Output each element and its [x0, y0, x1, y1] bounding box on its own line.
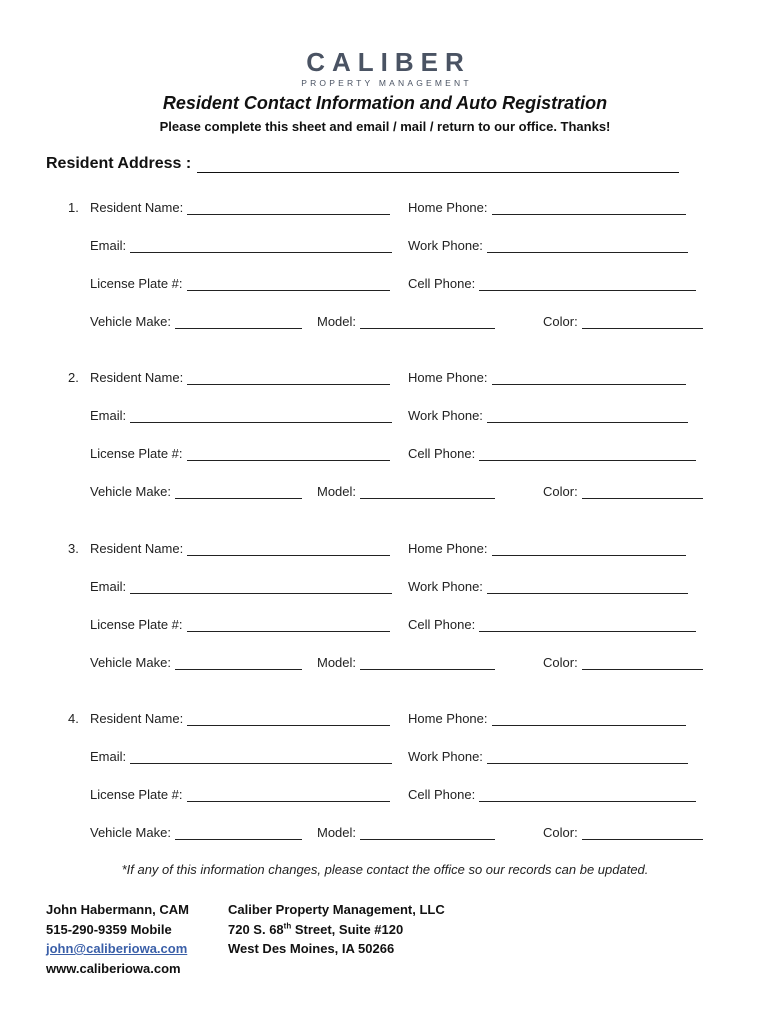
home-phone-row — [408, 200, 686, 215]
license-plate-row — [90, 787, 390, 802]
form-title: Resident Contact Information and Auto Registration — [162, 93, 608, 113]
resident-name-field[interactable] — [187, 712, 390, 726]
resident-name-row — [90, 200, 390, 215]
email-row — [90, 408, 392, 423]
email-label: Email: — [90, 238, 127, 253]
color-row — [543, 825, 703, 840]
work-phone-label: Work Phone: — [408, 579, 483, 594]
license-plate-label: License Plate #: — [90, 617, 183, 632]
caliber-logo — [0, 48, 770, 88]
work-phone-row — [408, 749, 688, 764]
resident-name-label: Resident Name: — [90, 541, 184, 556]
color-row — [543, 484, 703, 499]
company-name: Caliber Property Management, LLC — [228, 902, 445, 917]
cell-phone-label: Cell Phone: — [408, 276, 476, 291]
home-phone-label: Home Phone: — [408, 711, 488, 726]
model-row — [317, 484, 495, 499]
model-label: Model: — [317, 314, 357, 329]
home-phone-label: Home Phone: — [408, 200, 488, 215]
email-field[interactable] — [130, 580, 392, 594]
license-plate-row — [90, 276, 390, 291]
color-label: Color: — [543, 655, 578, 670]
resident-number: 4. — [68, 711, 79, 726]
email-label: Email: — [90, 579, 127, 594]
color-row — [543, 314, 703, 329]
model-row — [317, 825, 495, 840]
resident-address-row — [46, 155, 679, 173]
resident-name-label: Resident Name: — [90, 370, 184, 385]
license-plate-label: License Plate #: — [90, 276, 183, 291]
home-phone-label: Home Phone: — [408, 370, 488, 385]
resident-name-field[interactable] — [187, 201, 390, 215]
home-phone-row — [408, 541, 686, 556]
license-plate-field[interactable] — [187, 277, 390, 291]
cell-phone-field[interactable] — [479, 277, 696, 291]
email-row — [90, 749, 392, 764]
contact-website[interactable]: www.caliberiowa.com — [46, 960, 181, 976]
license-plate-field[interactable] — [187, 618, 390, 632]
home-phone-field[interactable] — [492, 371, 686, 385]
cell-phone-row — [408, 617, 696, 632]
work-phone-label: Work Phone: — [408, 238, 483, 253]
cell-phone-label: Cell Phone: — [408, 617, 476, 632]
license-plate-label: License Plate #: — [90, 787, 183, 802]
cell-phone-row — [408, 446, 696, 461]
model-row — [317, 655, 495, 670]
model-field[interactable] — [360, 826, 495, 840]
cell-phone-field[interactable] — [479, 788, 696, 802]
model-field[interactable] — [360, 315, 495, 329]
home-phone-field[interactable] — [492, 542, 686, 556]
cell-phone-field[interactable] — [479, 447, 696, 461]
vehicle-make-field[interactable] — [175, 656, 302, 670]
work-phone-field[interactable] — [487, 239, 688, 253]
company-city: West Des Moines, IA 50266 — [228, 941, 395, 956]
street-name: Street, Suite #120 — [291, 921, 404, 937]
vehicle-make-label: Vehicle Make: — [90, 655, 171, 670]
model-label: Model: — [317, 484, 357, 499]
color-row — [543, 655, 703, 670]
email-row — [90, 238, 392, 253]
home-phone-field[interactable] — [492, 201, 686, 215]
color-field[interactable] — [582, 315, 703, 329]
email-field[interactable] — [130, 750, 392, 764]
vehicle-make-row — [90, 825, 302, 840]
logo-wordmark: CALIBER — [306, 47, 471, 77]
email-field[interactable] — [130, 409, 392, 423]
resident-address-label: Resident Address : — [46, 155, 192, 172]
model-label: Model: — [317, 825, 357, 840]
color-field[interactable] — [582, 656, 703, 670]
vehicle-make-label: Vehicle Make: — [90, 825, 171, 840]
work-phone-field[interactable] — [487, 409, 688, 423]
vehicle-make-field[interactable] — [175, 315, 302, 329]
vehicle-make-row — [90, 484, 302, 499]
cell-phone-field[interactable] — [479, 618, 696, 632]
resident-name-label: Resident Name: — [90, 200, 184, 215]
form-instructions: Please complete this sheet and email / mail / return to our office. Thanks! — [159, 119, 611, 134]
resident-number: 3. — [68, 541, 79, 556]
company-street — [228, 920, 445, 940]
resident-name-row — [90, 370, 390, 385]
vehicle-make-row — [90, 314, 302, 329]
email-field[interactable] — [130, 239, 392, 253]
home-phone-label: Home Phone: — [408, 541, 488, 556]
model-field[interactable] — [360, 656, 495, 670]
cell-phone-label: Cell Phone: — [408, 446, 476, 461]
street-number: 720 S. 68 — [228, 921, 284, 937]
resident-name-field[interactable] — [187, 371, 390, 385]
resident-name-field[interactable] — [187, 542, 390, 556]
resident-number: 1. — [68, 200, 79, 215]
update-note: *If any of this information changes, please contact the office so our records can be updated. — [121, 862, 649, 877]
color-field[interactable] — [582, 826, 703, 840]
vehicle-make-field[interactable] — [175, 826, 302, 840]
home-phone-row — [408, 711, 686, 726]
cell-phone-row — [408, 787, 696, 802]
work-phone-row — [408, 408, 688, 423]
resident-address-field[interactable] — [197, 156, 679, 173]
email-label: Email: — [90, 408, 127, 423]
color-field[interactable] — [582, 485, 703, 499]
contact-mobile: 515-290-9359 Mobile — [46, 921, 172, 937]
cell-phone-row — [408, 276, 696, 291]
vehicle-make-label: Vehicle Make: — [90, 484, 171, 499]
model-label: Model: — [317, 655, 357, 670]
contact-person-block — [46, 900, 189, 978]
vehicle-make-field[interactable] — [175, 485, 302, 499]
contact-email-link[interactable]: john@caliberiowa.com — [46, 941, 188, 956]
cell-phone-label: Cell Phone: — [408, 787, 476, 802]
resident-name-row — [90, 711, 390, 726]
logo-tagline: PROPERTY MANAGEMENT — [301, 78, 472, 88]
color-label: Color: — [543, 825, 578, 840]
license-plate-row — [90, 446, 390, 461]
license-plate-label: License Plate #: — [90, 446, 183, 461]
company-address-block — [228, 900, 445, 959]
license-plate-row — [90, 617, 390, 632]
work-phone-row — [408, 579, 688, 594]
resident-name-label: Resident Name: — [90, 711, 184, 726]
model-row — [317, 314, 495, 329]
vehicle-make-label: Vehicle Make: — [90, 314, 171, 329]
contact-name: John Habermann, CAM — [46, 902, 190, 917]
work-phone-label: Work Phone: — [408, 749, 483, 764]
work-phone-field[interactable] — [487, 750, 688, 764]
resident-number: 2. — [68, 370, 79, 385]
work-phone-row — [408, 238, 688, 253]
home-phone-row — [408, 370, 686, 385]
license-plate-field[interactable] — [187, 788, 390, 802]
resident-name-row — [90, 541, 390, 556]
color-label: Color: — [543, 314, 578, 329]
model-field[interactable] — [360, 485, 495, 499]
license-plate-field[interactable] — [187, 447, 390, 461]
work-phone-label: Work Phone: — [408, 408, 483, 423]
email-label: Email: — [90, 749, 127, 764]
work-phone-field[interactable] — [487, 580, 688, 594]
street-suffix: th — [283, 921, 292, 931]
color-label: Color: — [543, 484, 578, 499]
vehicle-make-row — [90, 655, 302, 670]
home-phone-field[interactable] — [492, 712, 686, 726]
email-row — [90, 579, 392, 594]
